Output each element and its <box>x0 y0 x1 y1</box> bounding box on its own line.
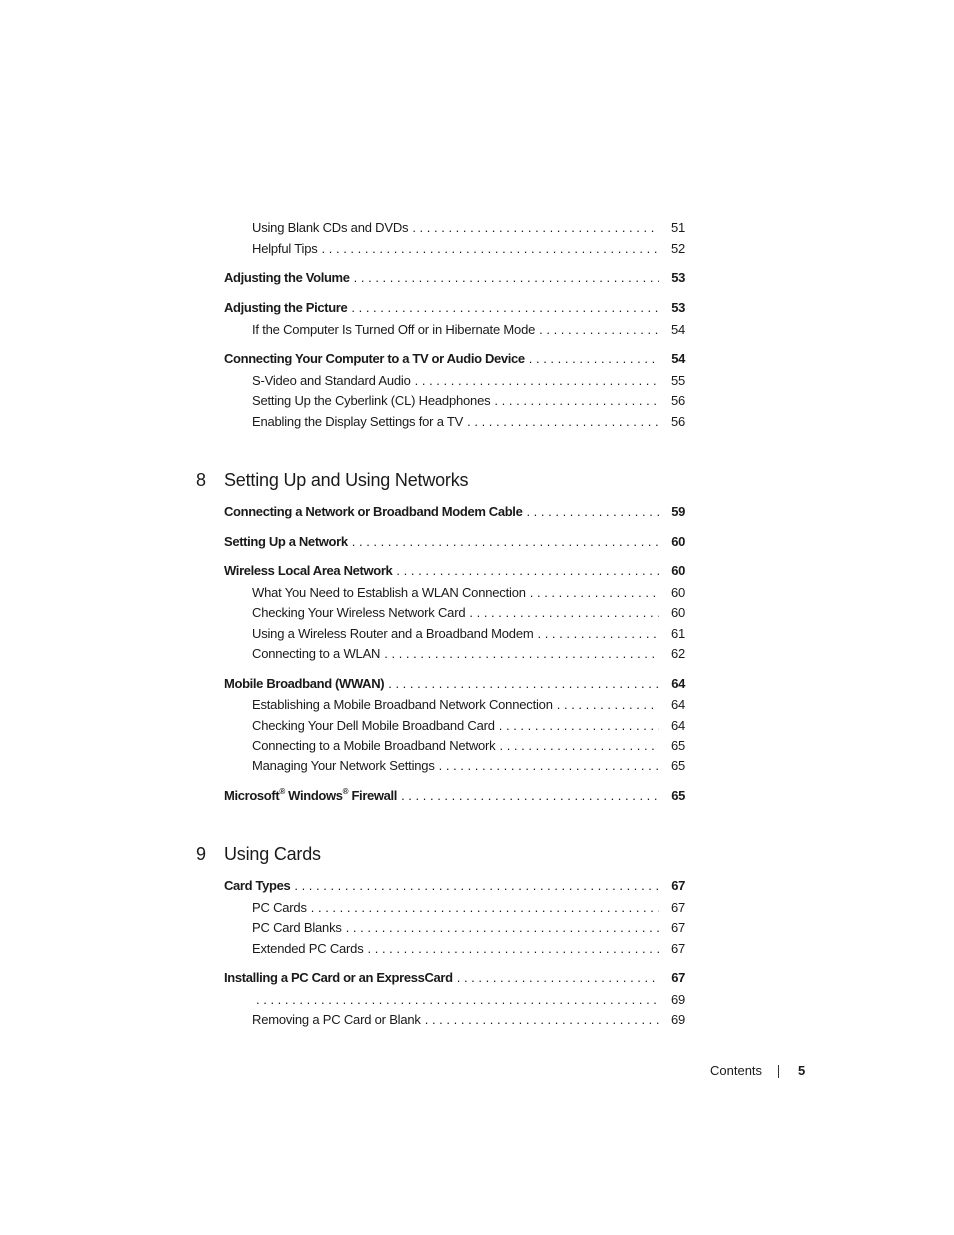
dot-leader <box>352 533 659 551</box>
toc-entry-title: Establishing a Mobile Broadband Network Connection <box>252 697 553 712</box>
toc-entry[interactable] <box>252 219 685 237</box>
toc-section[interactable] <box>224 299 685 317</box>
dot-leader <box>539 321 659 339</box>
toc-entry-page: 64 <box>670 697 685 712</box>
dot-leader <box>384 645 659 663</box>
toc-entry-page: 55 <box>670 373 685 388</box>
chapter-number: 8 <box>196 470 206 490</box>
toc-entry-page: 52 <box>670 241 685 256</box>
toc-entry-title: Using Blank CDs and DVDs <box>252 220 409 235</box>
toc-section[interactable] <box>224 350 685 368</box>
chapter-heading[interactable] <box>196 842 321 866</box>
dot-leader <box>351 299 659 317</box>
toc-entry[interactable] <box>252 625 685 643</box>
dot-leader <box>401 787 659 805</box>
toc-entry-title: Checking Your Wireless Network Card <box>252 605 466 620</box>
chapter-title: Using Cards <box>224 844 321 864</box>
toc-entry-page: 54 <box>670 322 685 337</box>
toc-entry-page: 65 <box>670 758 685 773</box>
toc-section-page: 60 <box>671 563 685 578</box>
toc-entry[interactable] <box>252 737 685 755</box>
toc-entry-title: PC Card Blanks <box>252 920 342 935</box>
toc-entry-title: If the Computer Is Turned Off or in Hibernate Mode <box>252 322 536 337</box>
toc-entry[interactable] <box>252 413 685 431</box>
toc-section[interactable] <box>224 269 685 287</box>
toc-entry[interactable] <box>252 696 685 714</box>
dot-leader <box>467 413 659 431</box>
toc-section-title: Connecting a Network or Broadband Modem Cable <box>224 504 523 519</box>
toc-entry-page: 69 <box>670 1012 685 1027</box>
dot-leader <box>494 392 659 410</box>
toc-section-title: Adjusting the Volume <box>224 270 350 285</box>
toc-entry[interactable] <box>252 1011 685 1029</box>
toc-section[interactable] <box>224 969 685 987</box>
dot-leader <box>322 240 659 258</box>
toc-entry-title: Managing Your Network Settings <box>252 758 435 773</box>
dot-leader <box>294 877 659 895</box>
chapter-title: Setting Up and Using Networks <box>224 470 469 490</box>
chapter-number: 9 <box>196 844 206 864</box>
toc-entry-title: S-Video and Standard Audio <box>252 373 411 388</box>
chapter-heading[interactable] <box>196 468 468 492</box>
toc-entry-page: 67 <box>670 920 685 935</box>
toc-section-page: 60 <box>671 534 685 549</box>
toc-section-title: Adjusting the Picture <box>224 300 348 315</box>
toc-section[interactable] <box>224 877 685 895</box>
toc-section-title: Installing a PC Card or an ExpressCard <box>224 970 453 985</box>
dot-leader <box>388 675 659 693</box>
dot-leader <box>537 625 658 643</box>
dot-leader <box>499 737 658 755</box>
dot-leader <box>439 757 659 775</box>
toc-entry-title: Extended PC Cards <box>252 941 364 956</box>
toc-entry-title: Setting Up the Cyberlink (CL) Headphones <box>252 393 491 408</box>
dot-leader <box>425 1011 659 1029</box>
toc-entry-page: 65 <box>670 738 685 753</box>
dot-leader <box>530 584 659 602</box>
toc-entry-page: 56 <box>670 393 685 408</box>
toc-section[interactable] <box>224 503 685 521</box>
toc-entry-page: 67 <box>670 900 685 915</box>
toc-section-title: Mobile Broadband (WWAN) <box>224 676 385 691</box>
toc-entry-title: Connecting to a Mobile Broadband Network <box>252 738 496 753</box>
dot-leader <box>415 372 659 390</box>
toc-section-title: Microsoft® Windows® Firewall <box>224 787 398 803</box>
dot-leader <box>526 503 659 521</box>
toc-entry-page: 69 <box>670 992 685 1007</box>
dot-leader <box>469 604 659 622</box>
toc-entry-title: Helpful Tips <box>252 241 318 256</box>
toc-entry[interactable] <box>252 584 685 602</box>
toc-section-title: Connecting Your Computer to a TV or Audio Device <box>224 351 525 366</box>
toc-section-page: 67 <box>671 878 685 893</box>
dot-leader <box>412 219 659 237</box>
dot-leader <box>368 940 659 958</box>
toc-section-title: Wireless Local Area Network <box>224 563 393 578</box>
toc-section-title: Setting Up a Network <box>224 534 348 549</box>
toc-section-page: 54 <box>671 351 685 366</box>
toc-entry[interactable] <box>252 372 685 390</box>
toc-entry[interactable] <box>252 717 685 735</box>
toc-entry-title: Connecting to a WLAN <box>252 646 381 661</box>
toc-entry-title: Checking Your Dell Mobile Broadband Card <box>252 718 495 733</box>
toc-entry[interactable] <box>252 240 685 258</box>
dot-leader <box>346 919 659 937</box>
toc-entry[interactable] <box>252 940 685 958</box>
toc-entry-page: 51 <box>670 220 685 235</box>
toc-section-page: 65 <box>671 788 685 803</box>
dot-leader <box>256 991 659 1009</box>
dot-leader <box>529 350 659 368</box>
dot-leader <box>457 969 659 987</box>
toc-section-title: Card Types <box>224 878 291 893</box>
toc-section-page: 53 <box>671 300 685 315</box>
toc-entry-page: 61 <box>670 626 685 641</box>
toc-entry-title: What You Need to Establish a WLAN Connection <box>252 585 526 600</box>
toc-entry-page: 64 <box>670 718 685 733</box>
toc-entry-page: 56 <box>670 414 685 429</box>
toc-entry-page: 67 <box>670 941 685 956</box>
toc-entry-title: PC Cards <box>252 900 307 915</box>
toc-section[interactable] <box>224 533 685 551</box>
toc-section-page: 67 <box>671 970 685 985</box>
toc-entry-title: Enabling the Display Settings for a TV <box>252 414 464 429</box>
toc-section[interactable] <box>224 787 685 805</box>
toc-entry[interactable] <box>252 392 685 410</box>
dot-leader <box>396 562 659 580</box>
footer-section-label: Contents <box>710 1063 763 1078</box>
toc-entry[interactable] <box>252 991 685 1009</box>
footer-divider <box>778 1065 779 1078</box>
dot-leader <box>354 269 659 287</box>
toc-entry[interactable] <box>252 604 685 622</box>
toc-entry-title: Removing a PC Card or Blank <box>252 1012 421 1027</box>
toc-entry[interactable] <box>252 757 685 775</box>
toc-entry[interactable] <box>252 919 685 937</box>
toc-section-page: 53 <box>671 270 685 285</box>
toc-section-page: 59 <box>671 504 685 519</box>
toc-entry[interactable] <box>252 645 685 663</box>
toc-entry-page: 62 <box>670 646 685 661</box>
toc-section-page: 64 <box>671 676 685 691</box>
toc-entry-page: 60 <box>670 605 685 620</box>
dot-leader <box>499 717 659 735</box>
toc-entry-title: Using a Wireless Router and a Broadband Modem <box>252 626 534 641</box>
page-footer <box>700 1061 810 1081</box>
toc-entry[interactable] <box>252 899 685 917</box>
toc-section[interactable] <box>224 562 685 580</box>
dot-leader <box>557 696 659 714</box>
dot-leader <box>311 899 659 917</box>
toc-section[interactable] <box>224 675 685 693</box>
toc-entry[interactable] <box>252 321 685 339</box>
footer-page-number: 5 <box>798 1063 806 1078</box>
toc-entry-page: 60 <box>670 585 685 600</box>
